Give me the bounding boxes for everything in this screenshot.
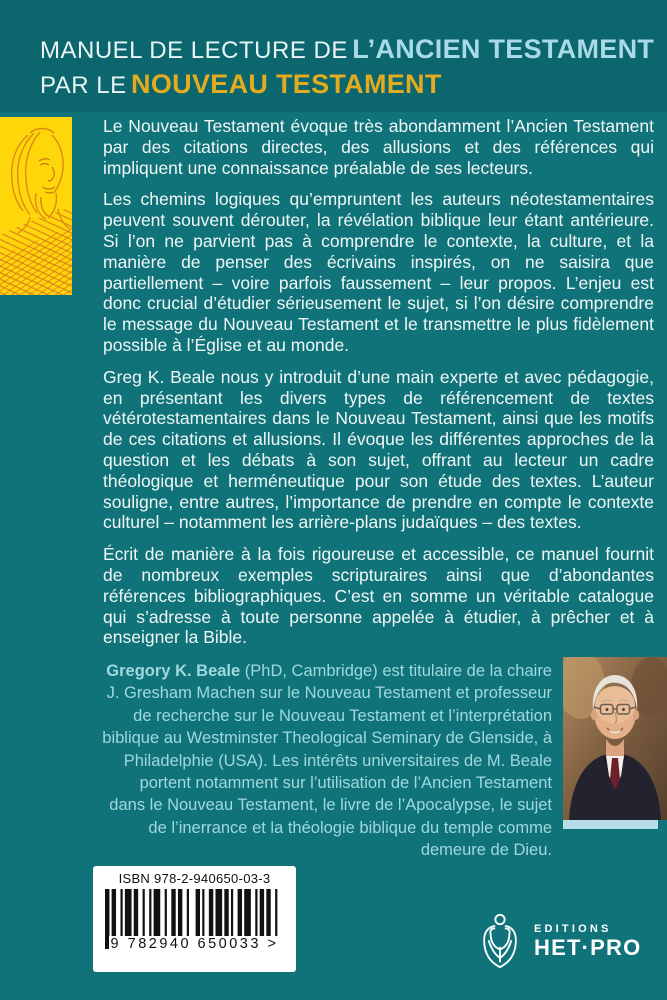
isbn-label: ISBN 978-2-940650-03-3: [118, 871, 271, 886]
jesus-engraving-illustration: [0, 117, 72, 295]
barcode: [93, 866, 296, 972]
publisher-name: [534, 923, 641, 959]
author-bio-text: (PhD, Cambridge) est titulaire de la chaire J. Gresham Machen sur le Nouveau Testament et professeur de recherche sur le Nouveau Testament et l’interprétation biblique au Westminster Theological Seminary de Glenside, à Philadelphie (USA). Les intérêts universitaires de M. Beale portent notamment sur l’utilisation de l’Ancien Testament dans le Nouveau Testament, le livre de l’Apocalypse, le sujet de l’inerrance et la théologie biblique du temple comme demeure de Dieu.: [102, 662, 552, 860]
paragraph-3: Greg K. Beale nous y introduit d’une main experte et avec pédagogie, en présentant les divers types de référencement de textes vétérotestamentaires dans le Nouveau Testament, ainsi que les motifs de ces citations et allusions. Il évoque les différentes approches de la question et les débats à son sujet, offrant au lecteur un cadre théologique et herméneutique pour son étude des textes. L’auteur souligne, entre autres, l’importance de prendre en compte le contexte culturel – notamment les arrière-plans judaïques – des textes.: [103, 366, 654, 533]
author-name: Gregory K. Beale: [106, 662, 241, 680]
author-bio: [100, 660, 552, 862]
author-photo: [563, 657, 667, 829]
title-band: [0, 0, 667, 112]
title-line-2: [40, 69, 667, 104]
title-line1-regular: MANUEL DE LECTURE DE: [40, 37, 348, 64]
paragraph-1: Le Nouveau Testament évoque très abondamment l’Ancien Testament par des citations directes, des allusions et des références qui impliquent une connaissance préalable de ses lecteurs.: [103, 116, 654, 178]
photo-bottom-accent-strip: [563, 820, 658, 829]
publisher-editions-label: EDITIONS: [534, 923, 612, 935]
barcode-digits: 9 782940 650033 >: [110, 936, 279, 952]
back-cover-text: [103, 116, 654, 659]
publisher-hetpro-label: HET·PRO: [534, 935, 642, 960]
title-line2-regular: PAR LE: [40, 72, 127, 99]
paragraph-4: Écrit de manière à la fois rigoureuse et accessible, ce manuel fournit de nombreux exemples scripturaires ainsi que d’abondantes références bibliographiques. C’est en somme un véritable catalogue qui s’adresse à toute personne appelée à étudier, à prêcher et à enseigner la Bible.: [103, 544, 654, 648]
engraving-faint-texture: [0, 295, 72, 735]
title-line1-bold: L’ANCIEN TESTAMENT: [352, 34, 655, 64]
publisher-logo: [481, 913, 641, 969]
paragraph-2: Les chemins logiques qu’empruntent les auteurs néotestamentaires peuvent souvent dérouter, la révélation biblique leur étant antérieure. Si l’on ne parvient pas à comprendre le contexte, la culture, et la manière de penser des écrivains inspirés, on ne saisira que partiellement – voire parfois faussement – leur propos. L’enjeu est donc crucial d’étudier sérieusement le sujet, si l’on désire comprendre le message du Nouveau Testament et le transmettre le plus fidèlement possible à l’Église et au monde.: [103, 189, 654, 355]
hetpro-emblem-icon: [481, 913, 519, 969]
title-line-1: [40, 34, 667, 69]
title-line2-bold: NOUVEAU TESTAMENT: [131, 69, 442, 99]
